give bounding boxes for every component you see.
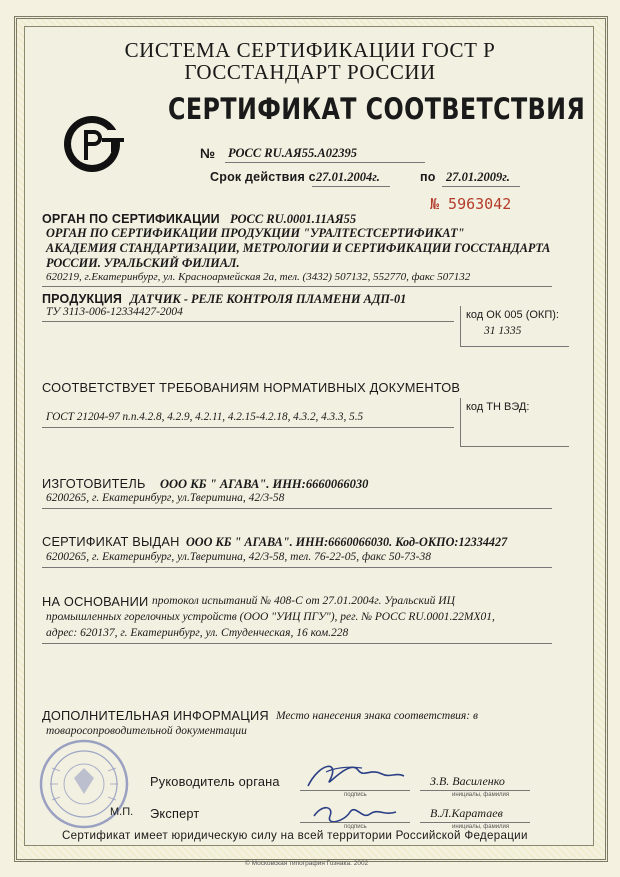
organ-address: 620219, г.Екатеринбург, ул. Красноармейская 2а, тел. (3432) 507132, 552770, факс 507132	[46, 271, 471, 283]
organ-label: ОРГАН ПО СЕРТИФИКАЦИИ	[42, 212, 220, 226]
expert-name: В.Л.Каратаев	[430, 806, 503, 820]
system-title: СИСТЕМА СЕРТИФИКАЦИИ ГОСТ Р	[124, 38, 496, 62]
rst-logo-icon	[62, 112, 126, 176]
footer-text: Сертификат имеет юридическую силу на всей территории Российской Федерации	[62, 829, 528, 842]
issued-name: ООО КБ " АГАВА". ИНН:6660066030. Код-ОКПО:12334427	[186, 535, 508, 549]
conformity-label: СООТВЕТСТВУЕТ ТРЕБОВАНИЯМ НОРМАТИВНЫХ ДОКУМЕНТОВ	[42, 380, 461, 395]
agency-title: ГОССТАНДАРТ РОССИИ	[184, 60, 436, 84]
organ-line3: РОССИИ. УРАЛЬСКИЙ ФИЛИАЛ.	[46, 256, 240, 270]
expert-label: Эксперт	[150, 806, 200, 821]
validity-to-label: по	[420, 170, 436, 184]
okp-value: 31 1335	[484, 325, 522, 337]
mp-label: М.П.	[110, 806, 134, 818]
serial-number: № 5963042	[430, 195, 512, 213]
basis-line2: промышленных горелочных устройств (ООО "УИЦ ПГУ"), рег. № РОСС RU.0001.22МХ01,	[46, 611, 495, 623]
manufacturer-label: ИЗГОТОВИТЕЛЬ	[42, 476, 146, 491]
head-label: Руководитель органа	[150, 774, 280, 789]
conformity-standard: ГОСТ 21204-97 п.п.4.2.8, 4.2.9, 4.2.11, 4.2.15-4.2.18, 4.3.2, 4.3.3, 5.5	[46, 411, 364, 423]
cert-no-label: №	[200, 146, 216, 161]
manufacturer-address: 6200265, г. Екатеринбург, ул.Тверитина, 42/3-58	[46, 492, 285, 504]
validity-from: 27.01.2004г.	[316, 170, 380, 184]
tnved-label: код ТН ВЭД:	[466, 401, 530, 413]
validity-to: 27.01.2009г.	[446, 170, 510, 184]
certificate-title: СЕРТИФИКАТ СООТВЕТСТВИЯ	[168, 92, 586, 126]
extra-label: ДОПОЛНИТЕЛЬНАЯ ИНФОРМАЦИЯ	[42, 708, 269, 723]
head-sig-caption: подпись	[344, 792, 367, 798]
validity-label: Срок действия с	[210, 170, 316, 184]
manufacturer-name: ООО КБ " АГАВА". ИНН:6660066030	[160, 477, 369, 491]
basis-line3: адрес: 620137, г. Екатеринбург, ул. Студенческая, 16 ком.228	[46, 627, 349, 639]
cert-no-value: РОСС RU.АЯ55.А02395	[228, 146, 357, 160]
basis-label: НА ОСНОВАНИИ	[42, 594, 149, 609]
expert-name-caption: инициалы, фамилия	[452, 824, 510, 830]
issued-address: 6200265, г. Екатеринбург, ул.Тверитина, 42/3-58, тел. 76-22-05, факс 50-73-38	[46, 551, 431, 563]
organ-line2: АКАДЕМИЯ СТАНДАРТИЗАЦИИ, МЕТРОЛОГИИ И СЕРТИФИКАЦИИ ГОССТАНДАРТА	[46, 241, 551, 255]
head-name-caption: инициалы, фамилия	[452, 792, 510, 798]
okp-label: код ОК 005 (ОКП):	[466, 309, 559, 321]
organ-line1: ОРГАН ПО СЕРТИФИКАЦИИ ПРОДУКЦИИ "УРАЛТЕСТСЕРТИФИКАТ"	[46, 226, 465, 240]
extra-line2: товаросопроводительной документации	[46, 725, 247, 737]
organ-code: РОСС RU.0001.11АЯ55	[230, 212, 357, 226]
product-name: ДАТЧИК - РЕЛЕ КОНТРОЛЯ ПЛАМЕНИ АДП-01	[130, 292, 407, 306]
head-name: З.В. Василенко	[430, 774, 505, 788]
product-label: ПРОДУКЦИЯ	[42, 292, 123, 306]
printer-credit: © Московская типография Гознака. 2002	[245, 860, 369, 867]
product-tu: ТУ 3113-006-12334427-2004	[46, 306, 183, 318]
expert-sig-caption: подпись	[344, 824, 367, 830]
basis-line1: протокол испытаний № 408-С от 27.01.2004г. Уральский ИЦ	[152, 595, 455, 607]
issued-label: СЕРТИФИКАТ ВЫДАН	[42, 534, 180, 549]
extra-line1: Место нанесения знака соответствия: в	[276, 710, 478, 722]
